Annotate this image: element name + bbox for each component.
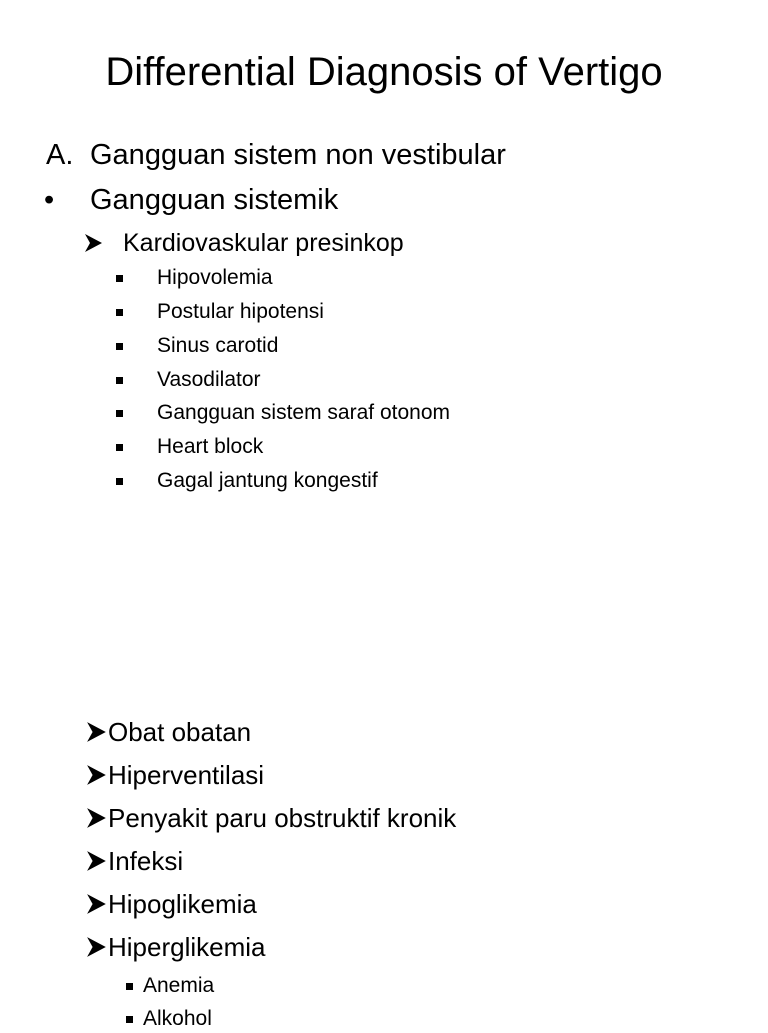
arrowhead-bullet-icon bbox=[86, 936, 108, 958]
subheading-text: Kardiovaskular presinkop bbox=[123, 229, 404, 257]
square-bullet-icon bbox=[116, 444, 123, 451]
arrowhead-bullet-icon bbox=[86, 807, 108, 829]
arrowhead-bullet-icon bbox=[84, 233, 104, 253]
list-item-text: Alkohol bbox=[143, 1007, 212, 1030]
square-bullet-icon bbox=[116, 410, 123, 417]
square-bullet-icon bbox=[126, 1016, 133, 1023]
square-bullet-icon bbox=[126, 983, 133, 990]
section-a-marker: A. bbox=[46, 139, 74, 171]
square-bullet-icon bbox=[116, 343, 123, 350]
list-item-text: Sinus carotid bbox=[157, 334, 279, 357]
page-title: Differential Diagnosis of Vertigo bbox=[105, 50, 663, 94]
arrowhead-bullet-icon bbox=[86, 893, 108, 915]
list-item-text: Penyakit paru obstruktif kronik bbox=[108, 803, 457, 833]
section-a-text: Gangguan sistem non vestibular bbox=[90, 139, 506, 171]
list-item-text: Hiperventilasi bbox=[108, 760, 265, 790]
list-item-text: Gagal jantung kongestif bbox=[157, 469, 378, 492]
list-item-text: Hipoglikemia bbox=[108, 889, 257, 919]
list-item-text: Infeksi bbox=[108, 846, 184, 876]
square-bullet-icon bbox=[116, 309, 123, 316]
arrowhead-bullet-icon bbox=[86, 764, 108, 786]
arrowhead-bullet-icon bbox=[86, 721, 108, 743]
list-item-text: Hiperglikemia bbox=[108, 932, 266, 962]
square-bullet-icon bbox=[116, 377, 123, 384]
arrowhead-bullet-icon bbox=[86, 850, 108, 872]
list-item-text: Heart block bbox=[157, 435, 264, 458]
list-item-text: Gangguan sistem saraf otonom bbox=[157, 401, 450, 424]
square-bullet-icon bbox=[116, 478, 123, 485]
list-item-text: Postular hipotensi bbox=[157, 300, 324, 323]
list-item-text: Anemia bbox=[143, 974, 215, 997]
bullet-systemic-text: Gangguan sistemik bbox=[90, 184, 339, 216]
list-item-text: Vasodilator bbox=[157, 368, 261, 391]
round-bullet-icon: • bbox=[44, 184, 55, 216]
square-bullet-icon bbox=[116, 275, 123, 282]
list-item-text: Obat obatan bbox=[108, 717, 252, 747]
list-item-text: Hipovolemia bbox=[157, 266, 273, 289]
